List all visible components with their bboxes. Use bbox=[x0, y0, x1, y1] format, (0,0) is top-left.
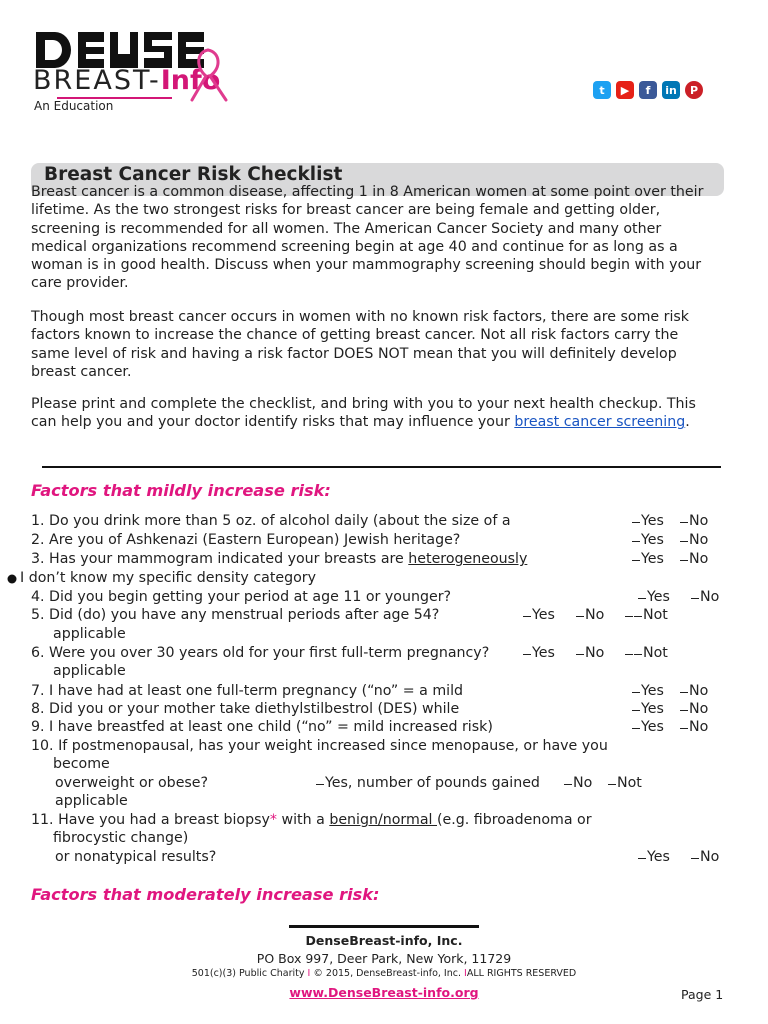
q5-no-option[interactable]: No bbox=[576, 606, 604, 624]
logo-tagline: An Education bbox=[34, 99, 114, 113]
q4-yes-option[interactable]: Yes bbox=[638, 588, 670, 606]
question-6-applicable: applicable bbox=[53, 663, 126, 679]
intro-paragraph-3: Please print and complete the checklist, and bring with you to your next health checkup. This can help you and your doctor identify risks that may influence your breast cancer screening. bbox=[31, 396, 696, 431]
question-5: 5. Did (do) you have any menstrual periods after age 54? bbox=[31, 607, 440, 623]
section-heading-mild: Factors that mildly increase risk: bbox=[31, 481, 331, 500]
website-link[interactable]: www.DenseBreast-info.org bbox=[289, 985, 479, 1000]
question-10-line-2: become bbox=[53, 756, 110, 772]
q2-no-option[interactable]: No bbox=[680, 531, 708, 549]
intro-paragraph-1: Breast cancer is a common disease, affecting 1 in 8 American women at some point over their lifetime. As the two strongest risks for breast cancer are being female and getting older, screening is recommended for all women. The American Cancer Society and many other medical organizations recommend screening begin at age 40 and continue for as long as a woman is in good health. Discuss when your mammography screening should begin with your care provider. bbox=[31, 184, 704, 292]
page-number: Page 1 bbox=[681, 987, 724, 1002]
section-divider bbox=[42, 466, 721, 468]
q1-no-option[interactable]: No bbox=[680, 512, 708, 530]
dense-logo bbox=[34, 30, 210, 70]
q7-no-option[interactable]: No bbox=[680, 682, 708, 700]
question-11-line-3: or nonatypical results? bbox=[55, 849, 217, 865]
question-10-line-3: overweight or obese? bbox=[55, 775, 209, 791]
question-10-applicable: applicable bbox=[55, 793, 128, 809]
q10-not-applicable-option[interactable]: Not bbox=[608, 774, 642, 792]
question-3: 3. Has your mammogram indicated your breasts are heterogeneously bbox=[31, 551, 528, 567]
footer-rule bbox=[289, 925, 479, 928]
question-5-applicable: applicable bbox=[53, 626, 126, 642]
question-1: 1. Do you drink more than 5 oz. of alcohol daily (about the size of a bbox=[31, 513, 511, 529]
q11-yes-option[interactable]: Yes bbox=[638, 848, 670, 866]
question-10: 10. If postmenopausal, has your weight increased since menopause, or have you bbox=[31, 738, 608, 754]
bullet-icon bbox=[6, 573, 18, 585]
q6-yes-option[interactable]: Yes bbox=[523, 644, 555, 662]
question-11: 11. Have you had a breast biopsy* with a benign/normal (e.g. fibroadenoma or bbox=[31, 812, 592, 828]
linkedin-icon[interactable]: in bbox=[662, 81, 680, 99]
question-7: 7. I have had at least one full-term pregnancy (“no” = a mild bbox=[31, 683, 464, 699]
q9-no-option[interactable]: No bbox=[680, 718, 708, 736]
q7-yes-option[interactable]: Yes bbox=[632, 682, 664, 700]
twitter-icon[interactable]: t bbox=[593, 81, 611, 99]
section-heading-moderate: Factors that moderately increase risk: bbox=[31, 885, 380, 904]
facebook-icon[interactable]: f bbox=[639, 81, 657, 99]
footer-website bbox=[0, 985, 768, 1000]
q11-no-option[interactable]: No bbox=[691, 848, 719, 866]
q2-yes-option[interactable]: Yes bbox=[632, 531, 664, 549]
breast-cancer-screening-link[interactable]: breast cancer screening bbox=[514, 414, 686, 431]
q6-no-option[interactable]: No bbox=[576, 644, 604, 662]
q5-yes-option[interactable]: Yes bbox=[523, 606, 555, 624]
q4-no-option[interactable]: No bbox=[691, 588, 719, 606]
question-11-line-2: fibrocystic change) bbox=[53, 830, 189, 846]
intro-paragraph-2: Though most breast cancer occurs in women with no known risk factors, there are some risk factors known to increase the chance of getting breast cancer. Not all risk factors carry the same level of risk and having a risk factor DOES NOT mean that you will definitely develop breast cancer. bbox=[31, 309, 690, 380]
q8-yes-option[interactable]: Yes bbox=[632, 700, 664, 718]
page-title: Breast Cancer Risk Checklist bbox=[44, 164, 343, 185]
question-4: 4. Did you begin getting your period at age 11 or younger? bbox=[31, 589, 452, 605]
q9-yes-option[interactable]: Yes bbox=[632, 718, 664, 736]
q5-not-applicable-option[interactable]: Not bbox=[625, 606, 668, 624]
question-9: 9. I have breastfed at least one child (“no” = mild increased risk) bbox=[31, 719, 493, 735]
pinterest-icon[interactable]: P bbox=[685, 81, 703, 99]
question-3-note: I don’t know my specific density category bbox=[20, 570, 317, 586]
youtube-icon[interactable]: ▶ bbox=[616, 81, 634, 99]
footer-address: PO Box 997, Deer Park, New York, 11729 bbox=[256, 951, 512, 966]
q8-no-option[interactable]: No bbox=[680, 700, 708, 718]
question-6: 6. Were you over 30 years old for your first full-term pregnancy? bbox=[31, 645, 490, 661]
footer-legal: 501(c)(3) Public Charity I © 2015, DenseBreast-info, Inc. IALL RIGHTS RESERVED bbox=[191, 968, 577, 979]
logo-wordmark: BREAST-Info bbox=[33, 65, 221, 96]
q3-yes-option[interactable]: Yes bbox=[632, 550, 664, 568]
question-2: 2. Are you of Ashkenazi (Eastern European) Jewish heritage? bbox=[31, 532, 461, 548]
pink-ribbon-icon bbox=[186, 46, 234, 104]
q10-yes-option[interactable]: Yes, number of pounds gained bbox=[316, 774, 540, 792]
q6-not-applicable-option[interactable]: Not bbox=[625, 644, 668, 662]
question-8: 8. Did you or your mother take diethylstilbestrol (DES) while bbox=[31, 701, 460, 717]
footer-org-name: DenseBreast-info, Inc. bbox=[305, 933, 463, 948]
q10-no-option[interactable]: No bbox=[564, 774, 592, 792]
q1-yes-option[interactable]: Yes bbox=[632, 512, 664, 530]
q3-no-option[interactable]: No bbox=[680, 550, 708, 568]
